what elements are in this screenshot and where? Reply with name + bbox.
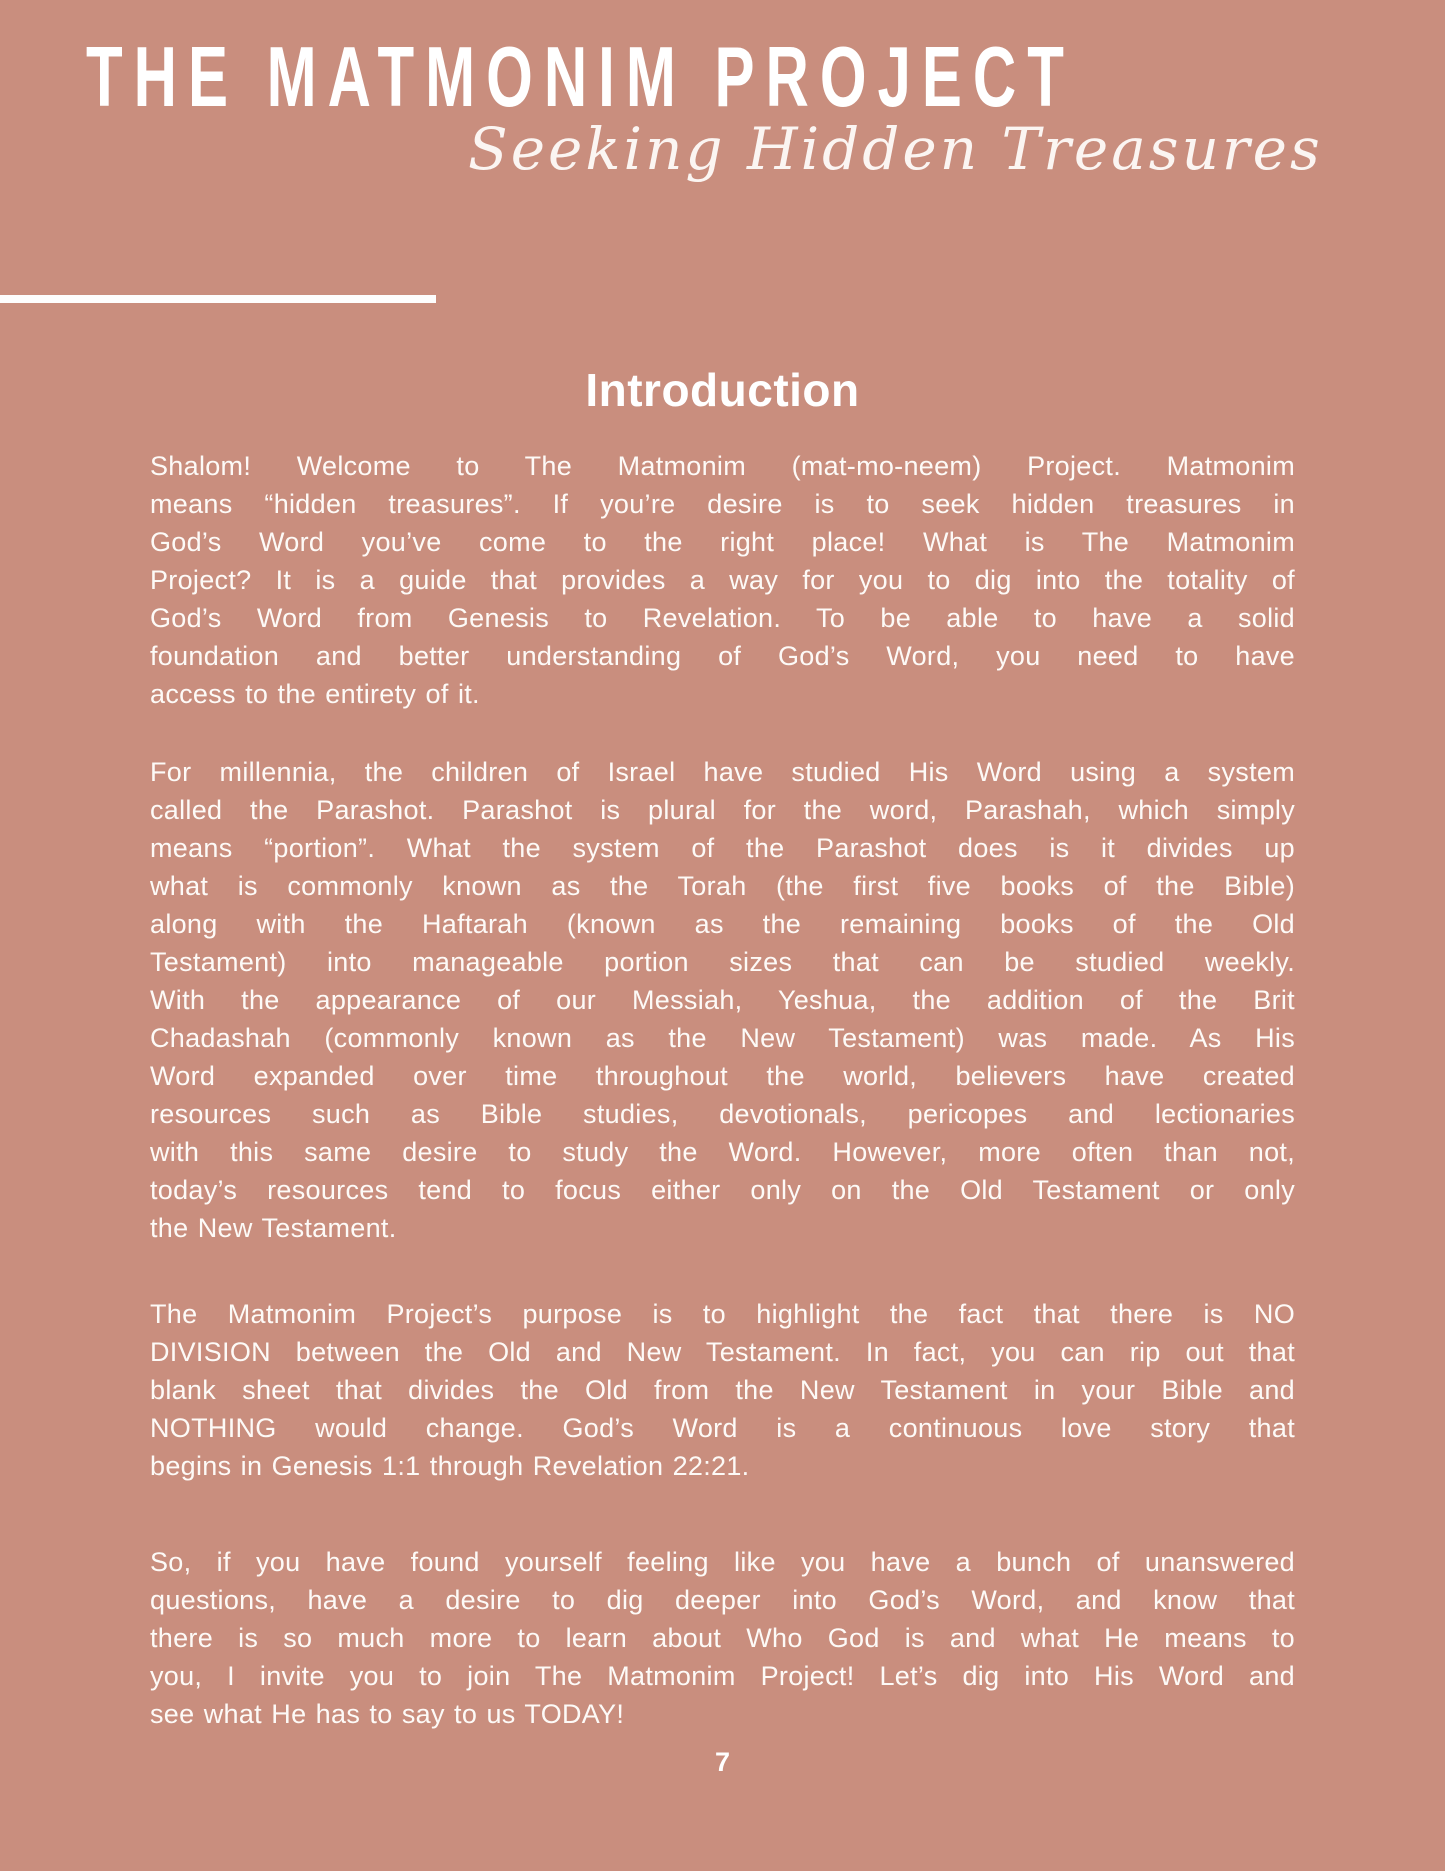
paragraph <box>150 1295 1295 1485</box>
paragraph-line: Testament) into manageable portion sizes that can be studied weekly. <box>150 947 1295 977</box>
paragraph-line: along with the Haftarah (known as the remaining books of the Old <box>150 909 1295 939</box>
paragraph-line: called the Parashot. Parashot is plural for the word, Parashah, which simply <box>150 795 1295 825</box>
paragraphs-container <box>150 447 1295 1733</box>
paragraph-line: So, if you have found yourself feeling like you have a bunch of unanswered <box>150 1547 1295 1577</box>
document-subtitle: Seeking Hidden Treasures <box>468 115 1323 183</box>
paragraph-line: the New Testament. <box>150 1213 397 1243</box>
document-title-text: THE MATMONIM PROJECT <box>86 29 1075 125</box>
paragraph-line: means “hidden treasures”. If you’re desire is to seek hidden treasures in <box>150 489 1295 519</box>
paragraph-line: NOTHING would change. God’s Word is a continuous love story that <box>150 1413 1295 1443</box>
page-number: 7 <box>714 1747 731 1777</box>
header-divider-bar <box>0 295 436 303</box>
paragraph-line: foundation and better understanding of God’s Word, you need to have <box>150 641 1295 671</box>
paragraph-line: blank sheet that divides the Old from the New Testament in your Bible and <box>150 1375 1295 1405</box>
paragraph-line: access to the entirety of it. <box>150 679 480 709</box>
paragraph <box>150 753 1295 1247</box>
paragraph-line: means “portion”. What the system of the Parashot does is it divides up <box>150 833 1295 863</box>
paragraph-line: God’s Word from Genesis to Revelation. To be able to have a solid <box>150 603 1295 633</box>
paragraph-line: you, I invite you to join The Matmonim Project! Let’s dig into His Word and <box>150 1661 1295 1691</box>
paragraph-line: For millennia, the children of Israel have studied His Word using a system <box>150 757 1295 787</box>
paragraph-line: Chadashah (commonly known as the New Testament) was made. As His <box>150 1023 1295 1053</box>
paragraph-line: begins in Genesis 1:1 through Revelation 22:21. <box>150 1451 750 1481</box>
paragraph-line: there is so much more to learn about Who God is and what He means to <box>150 1623 1295 1653</box>
paragraph-line: what is commonly known as the Torah (the first five books of the Bible) <box>150 871 1295 901</box>
paragraph <box>150 1543 1295 1733</box>
paragraph-line: The Matmonim Project’s purpose is to highlight the fact that there is NO <box>150 1299 1295 1329</box>
content-area <box>150 366 1295 1777</box>
document-title <box>86 29 1075 125</box>
paragraph <box>150 447 1295 713</box>
section-heading: Introduction <box>585 364 860 416</box>
paragraph-line: questions, have a desire to dig deeper into God’s Word, and know that <box>150 1585 1295 1615</box>
paragraph-line: DIVISION between the Old and New Testament. In fact, you can rip out that <box>150 1337 1295 1367</box>
paragraph-line: resources such as Bible studies, devotionals, pericopes and lectionaries <box>150 1099 1295 1129</box>
paragraph-line: today’s resources tend to focus either only on the Old Testament or only <box>150 1175 1295 1205</box>
paragraph-line: Shalom! Welcome to The Matmonim (mat-mo-neem) Project. Matmonim <box>150 451 1295 481</box>
paragraph-line: With the appearance of our Messiah, Yeshua, the addition of the Brit <box>150 985 1295 1015</box>
paragraph-line: with this same desire to study the Word. However, more often than not, <box>150 1137 1295 1167</box>
paragraph-line: Word expanded over time throughout the world, believers have created <box>150 1061 1295 1091</box>
paragraph-line: Project? It is a guide that provides a way for you to dig into the totality of <box>150 565 1295 595</box>
paragraph-line: God’s Word you’ve come to the right place! What is The Matmonim <box>150 527 1295 557</box>
paragraph-line: see what He has to say to us TODAY! <box>150 1699 625 1729</box>
